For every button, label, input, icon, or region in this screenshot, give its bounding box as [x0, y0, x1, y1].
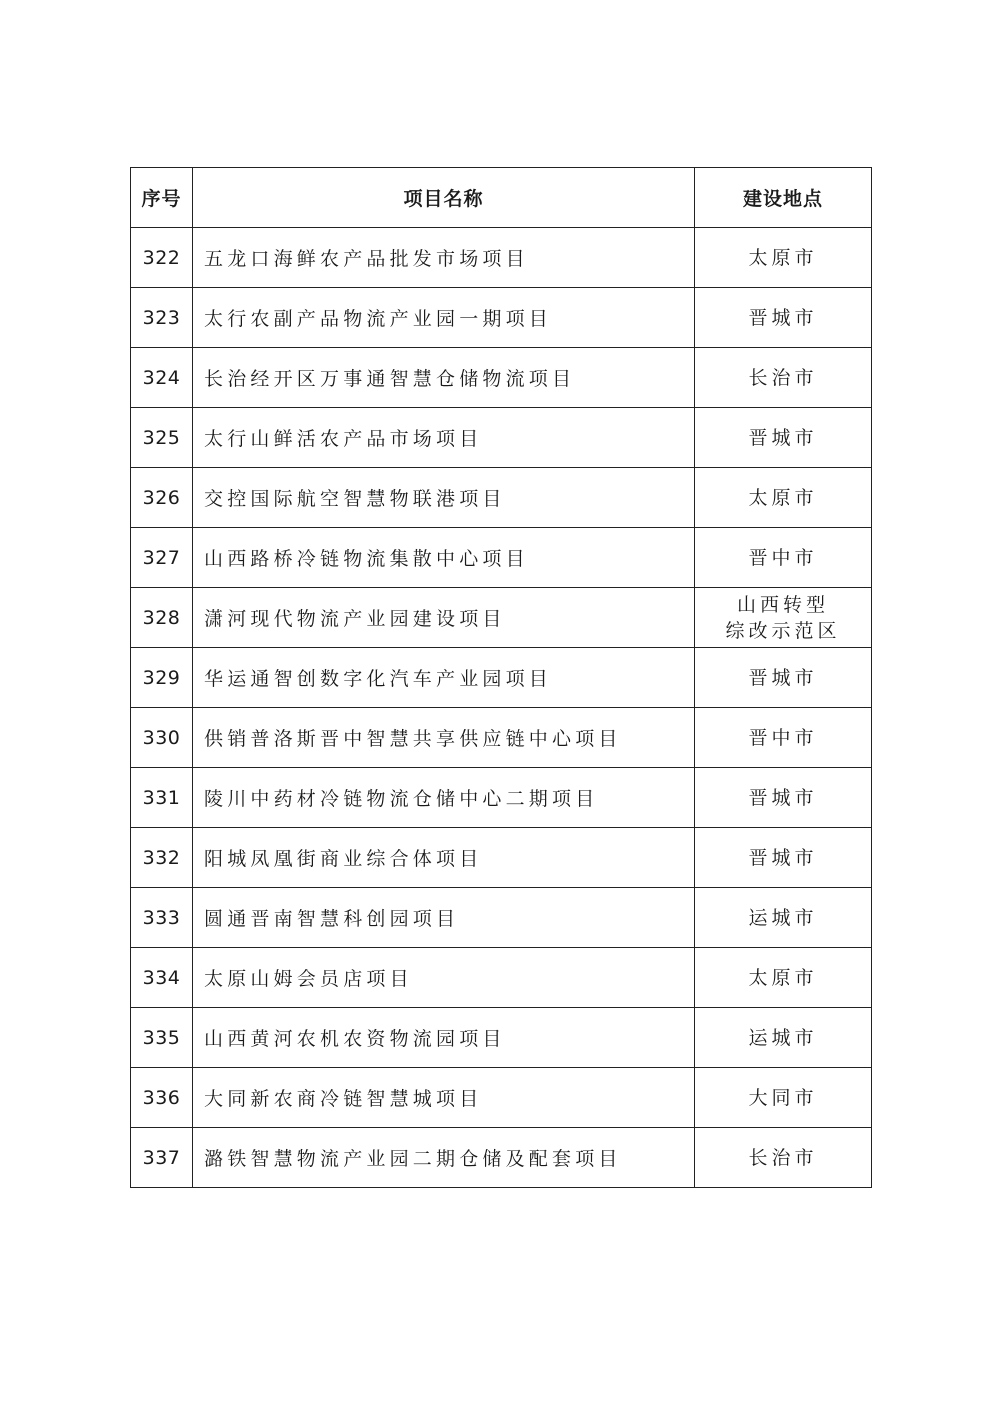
location-line: 晋城市 — [748, 306, 818, 329]
table-row — [131, 768, 872, 828]
location-line: 山西转型 — [736, 593, 829, 616]
location-line: 太原市 — [748, 486, 818, 509]
row-serial-number: 334 — [131, 948, 193, 1008]
row-project-name: 五龙口海鲜农产品批发市场项目 — [193, 228, 695, 288]
table-row — [131, 228, 872, 288]
row-location — [695, 948, 872, 1008]
table-row — [131, 1128, 872, 1188]
row-project-name: 山西黄河农机农资物流园项目 — [193, 1008, 695, 1068]
row-location — [695, 648, 872, 708]
table-row — [131, 948, 872, 1008]
table-row — [131, 648, 872, 708]
table-row — [131, 828, 872, 888]
row-project-name: 阳城凤凰街商业综合体项目 — [193, 828, 695, 888]
row-location — [695, 1128, 872, 1188]
row-serial-number: 333 — [131, 888, 193, 948]
location-line: 太原市 — [748, 246, 818, 269]
location-line: 晋中市 — [748, 726, 818, 749]
row-location — [695, 1008, 872, 1068]
row-project-name: 大同新农商冷链智慧城项目 — [193, 1068, 695, 1128]
row-location — [695, 1068, 872, 1128]
row-location — [695, 288, 872, 348]
location-line: 晋城市 — [748, 846, 818, 869]
row-project-name: 太原山姆会员店项目 — [193, 948, 695, 1008]
row-location — [695, 888, 872, 948]
row-serial-number: 329 — [131, 648, 193, 708]
location-line: 太原市 — [748, 966, 818, 989]
row-project-name: 华运通智创数字化汽车产业园项目 — [193, 648, 695, 708]
row-location — [695, 228, 872, 288]
row-serial-number: 337 — [131, 1128, 193, 1188]
location-line: 长治市 — [748, 1146, 818, 1169]
header-location: 建设地点 — [695, 168, 872, 228]
location-line: 晋城市 — [748, 666, 818, 689]
row-serial-number: 330 — [131, 708, 193, 768]
row-project-name: 圆通晋南智慧科创园项目 — [193, 888, 695, 948]
row-serial-number: 323 — [131, 288, 193, 348]
row-serial-number: 331 — [131, 768, 193, 828]
location-line: 综改示范区 — [725, 619, 841, 642]
table-row — [131, 408, 872, 468]
row-serial-number: 324 — [131, 348, 193, 408]
row-serial-number: 327 — [131, 528, 193, 588]
row-location — [695, 408, 872, 468]
table-header-row — [131, 168, 872, 228]
row-project-name: 长治经开区万事通智慧仓储物流项目 — [193, 348, 695, 408]
row-project-name: 陵川中药材冷链物流仓储中心二期项目 — [193, 768, 695, 828]
table-body — [131, 228, 872, 1188]
location-line: 晋中市 — [748, 546, 818, 569]
row-project-name: 供销普洛斯晋中智慧共享供应链中心项目 — [193, 708, 695, 768]
header-project-name: 项目名称 — [193, 168, 695, 228]
header-serial-number: 序号 — [131, 168, 193, 228]
row-project-name: 太行山鲜活农产品市场项目 — [193, 408, 695, 468]
table-row — [131, 348, 872, 408]
row-serial-number: 326 — [131, 468, 193, 528]
row-location — [695, 828, 872, 888]
row-serial-number: 336 — [131, 1068, 193, 1128]
location-line: 大同市 — [748, 1086, 818, 1109]
row-serial-number: 325 — [131, 408, 193, 468]
location-line: 运城市 — [748, 906, 818, 929]
row-location — [695, 708, 872, 768]
table-row — [131, 528, 872, 588]
row-serial-number: 328 — [131, 588, 193, 648]
row-serial-number: 332 — [131, 828, 193, 888]
table-row — [131, 1008, 872, 1068]
location-line: 长治市 — [748, 366, 818, 389]
location-line: 晋城市 — [748, 426, 818, 449]
location-line: 运城市 — [748, 1026, 818, 1049]
row-location — [695, 768, 872, 828]
row-project-name: 潇河现代物流产业园建设项目 — [193, 588, 695, 648]
table-row — [131, 468, 872, 528]
row-location — [695, 588, 872, 648]
row-location — [695, 468, 872, 528]
row-location — [695, 348, 872, 408]
row-project-name: 交控国际航空智慧物联港项目 — [193, 468, 695, 528]
row-serial-number: 335 — [131, 1008, 193, 1068]
table-row — [131, 708, 872, 768]
row-serial-number: 322 — [131, 228, 193, 288]
table-row — [131, 288, 872, 348]
row-project-name: 山西路桥冷链物流集散中心项目 — [193, 528, 695, 588]
table-row — [131, 1068, 872, 1128]
location-line: 晋城市 — [748, 786, 818, 809]
project-table — [130, 167, 872, 1188]
row-project-name: 潞铁智慧物流产业园二期仓储及配套项目 — [193, 1128, 695, 1188]
row-project-name: 太行农副产品物流产业园一期项目 — [193, 288, 695, 348]
row-location — [695, 528, 872, 588]
table-row — [131, 588, 872, 648]
table-row — [131, 888, 872, 948]
